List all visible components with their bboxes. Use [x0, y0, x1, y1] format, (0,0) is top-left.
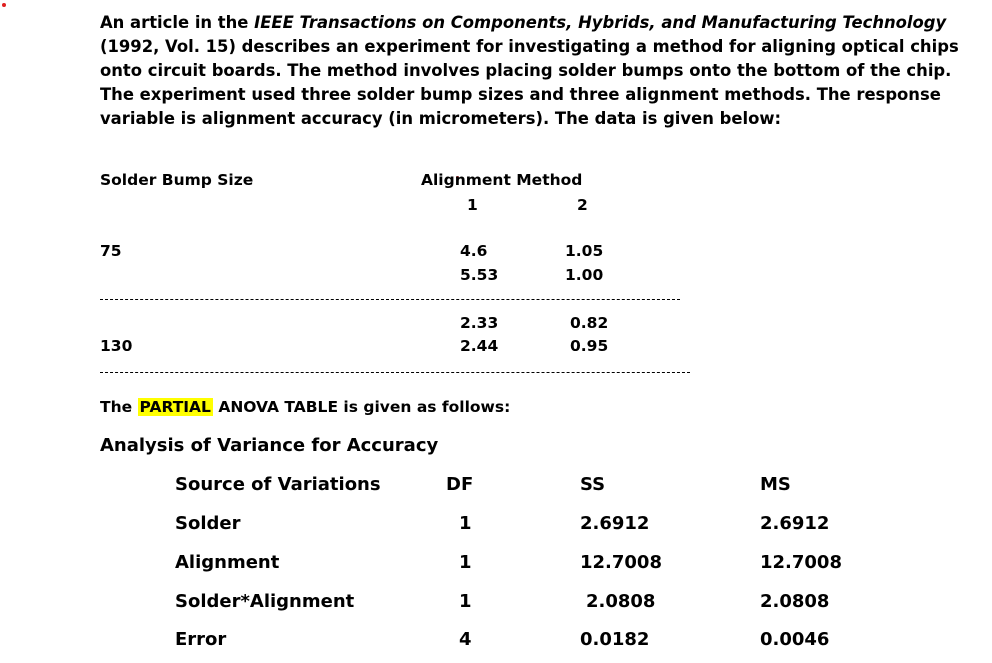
anova-header-source: Source of Variations — [175, 474, 381, 495]
col-header-alignment-method: Alignment Method — [421, 171, 583, 189]
row-divider — [100, 372, 690, 373]
cell-130-m2-b: 0.95 — [570, 337, 609, 355]
anova-intro — [100, 398, 510, 416]
anova-ss-interaction: 2.0808 — [586, 591, 656, 612]
journal-title: IEEE Transactions on Components, Hybrids, and Manufacturing Technology — [254, 13, 947, 32]
anova-intro-prefix: The — [100, 398, 138, 416]
anova-title: Analysis of Variance for Accuracy — [100, 435, 439, 456]
anova-df-error: 4 — [459, 629, 472, 650]
cell-130-m2-a: 0.82 — [570, 314, 609, 332]
col-label-method-2: 2 — [577, 196, 588, 214]
anova-df-interaction: 1 — [459, 591, 472, 612]
anova-header-df: DF — [446, 474, 474, 495]
anova-ss-error: 0.0182 — [580, 629, 650, 650]
cell-130-m1-a: 2.33 — [460, 314, 499, 332]
partial-highlight: PARTIAL — [139, 398, 211, 416]
cell-75-m1-b: 5.53 — [460, 266, 499, 284]
row-label-130: 130 — [100, 337, 133, 355]
cell-75-m1-a: 4.6 — [460, 242, 488, 260]
anova-header-ms: MS — [760, 474, 791, 495]
cell-75-m2-b: 1.00 — [565, 266, 604, 284]
col-label-method-1: 1 — [467, 196, 478, 214]
red-dot-marker — [2, 3, 6, 7]
anova-header-ss: SS — [580, 474, 606, 495]
anova-intro-suffix: ANOVA TABLE is given as follows: — [212, 398, 511, 416]
anova-source-error: Error — [175, 629, 227, 650]
anova-source-alignment: Alignment — [175, 552, 280, 573]
anova-source-solder: Solder — [175, 513, 241, 534]
anova-ms-solder: 2.6912 — [760, 513, 830, 534]
anova-ms-alignment: 12.7008 — [760, 552, 842, 573]
anova-ss-alignment: 12.7008 — [580, 552, 662, 573]
row-label-75: 75 — [100, 242, 122, 260]
anova-ms-error: 0.0046 — [760, 629, 830, 650]
cell-130-m1-b: 2.44 — [460, 337, 499, 355]
cell-75-m2-a: 1.05 — [565, 242, 604, 260]
anova-df-alignment: 1 — [459, 552, 472, 573]
anova-ms-interaction: 2.0808 — [760, 591, 830, 612]
intro-text-rest: (1992, Vol. 15) describes an experiment for investigating a method for aligning optical chips onto circuit boards. The method involves placing solder bumps onto the bottom of the chip. The experiment used three solder bump sizes and three alignment methods. The response variable is alignment accuracy (in micrometers). The data is given below: — [100, 37, 959, 128]
intro-paragraph — [100, 11, 985, 131]
row-header-solder-bump-size: Solder Bump Size — [100, 171, 254, 189]
anova-df-solder: 1 — [459, 513, 472, 534]
row-divider — [100, 299, 680, 300]
intro-text-start: An article in the — [100, 13, 255, 32]
anova-ss-solder: 2.6912 — [580, 513, 650, 534]
anova-source-interaction: Solder*Alignment — [175, 591, 355, 612]
